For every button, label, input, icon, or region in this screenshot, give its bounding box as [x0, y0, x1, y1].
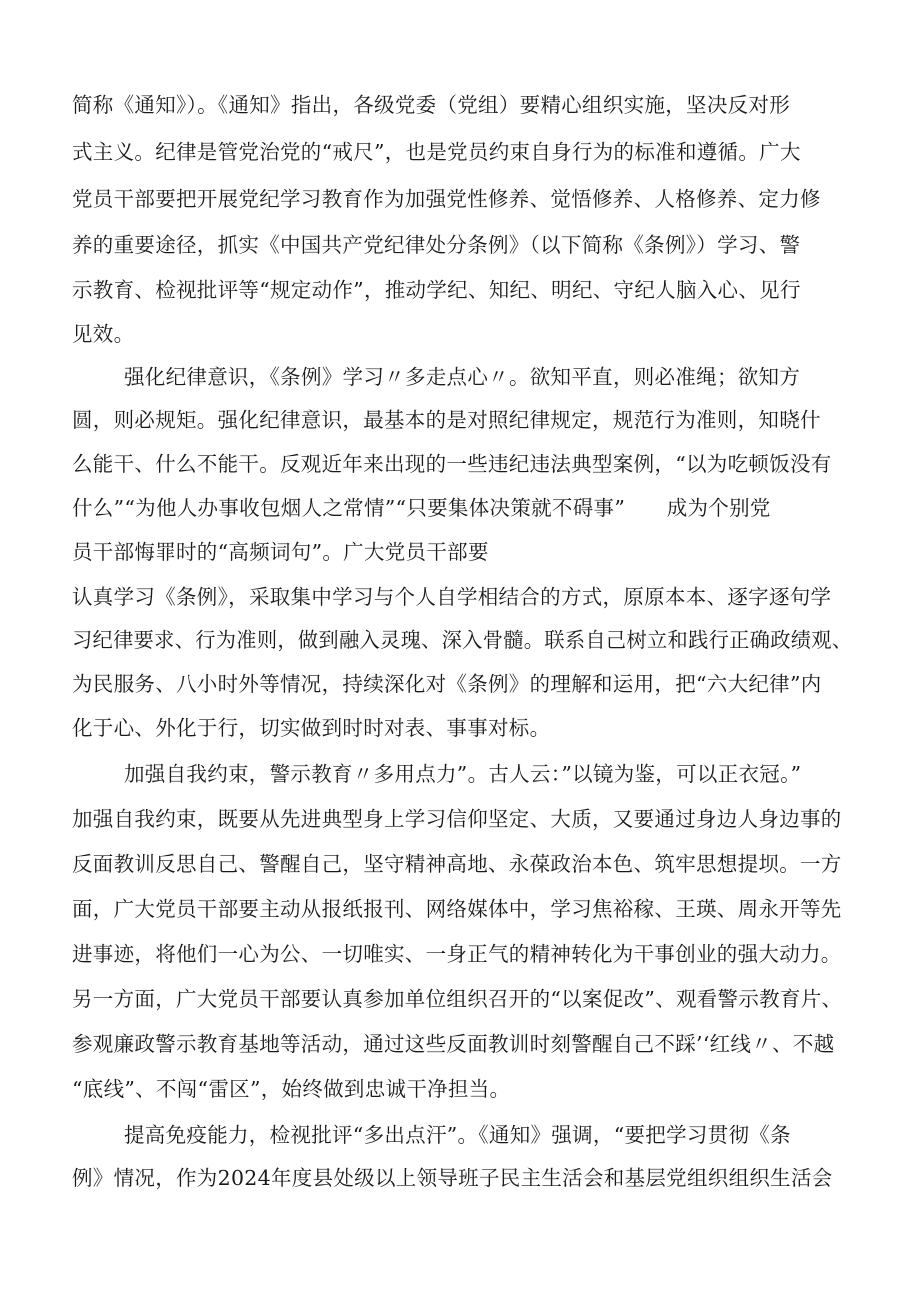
text-line: 什么”“为他人办事收包烟人之常情”“只要集体决策就不碍事” 成为个别党 [72, 496, 771, 520]
text-line: 进事迹，将他们一心为公、一切唯实、一身正气的精神转化为干事创业的强大动力。 [72, 942, 842, 966]
paragraph-start-line: 强化纪律意识，《条例》学习〃多走点心〃。欲知平直，则必准绳；欲知方 [124, 365, 801, 389]
text-line: 示教育、检视批评等“规定动作”，推动学纪、知纪、明纪、守纪人脑入心、见行 [72, 278, 801, 302]
text-line: 认真学习《条例》，采取集中学习与个人自学相结合的方式，原原本本、逐字逐句学 [72, 585, 832, 609]
text-line: 式主义。纪律是管党治党的“戒尺”，也是党员约束自身行为的标准和遵循。广大 [72, 140, 801, 164]
text-line: 例》情况，作为2024年度县处级以上领导班子民主生活会和基层党组织组织生活会 [72, 1166, 833, 1190]
text-line: 化于心、外化于行，切实做到时时对表、事事对标。 [72, 716, 551, 740]
paragraph-start-line: 加强自我约束，警示教育〃多用点力”。古人云：”以镜为鉴，可以正衣冠。” [124, 762, 802, 786]
text-line: 加强自我约束，既要从先进典型身上学习信仰坚定、大质，又要通过身边人身边事的 [72, 807, 842, 831]
text-line: 为民服务、八小时外等情况，持续深化对《条例》的理解和运用，把“六大纪律”内 [72, 672, 822, 696]
text-line: 反面教训反思自己、警醒自己，坚守精神高地、永葆政治本色、筑牢思想提坝。一方 [72, 852, 842, 876]
text-line: 员干部悔罪时的“高频词句”。广大党员干部要 [72, 540, 489, 564]
paragraph-start-line: 提高免疫能力，检视批评“多出点汗”。《通知》强调，“要把学习贯彻《条 [124, 1123, 791, 1147]
text-line: 另一方面，广大党员干部要认真参加单位组织召开的“以案促改”、观看警示教育片、 [72, 987, 843, 1011]
text-line: 见效。 [72, 322, 135, 346]
text-line: 么能干、什么不能干。反观近年来出现的一些违纪违法典型案例，“以为吃顿饭没有 [72, 452, 832, 476]
text-line: 养的重要途径，抓实《中国共产党纪律处分条例》（以下简称《条例》）学习、警 [72, 233, 801, 257]
text-line: 党员干部要把开展党纪学习教育作为加强党性修养、觉悟修养、人格修养、定力修 [72, 187, 821, 211]
text-line: 习纪律要求、行为准则，做到融入灵瑰、深入骨髓。联系自己树立和践行正确政绩观、 [72, 628, 853, 652]
text-line: 圆，则必规矩。强化纪律意识，最基本的是对照纪律规定，规范行为准则，知晓什 [72, 408, 821, 432]
text-line: 参观廉政警示教育基地等活动，通过这些反面教训时刻警醒自己不踩’‘红线〃、不越 [72, 1032, 835, 1056]
text-line: “底线”、不闯“雷区”，始终做到忠诚干净担当。 [72, 1077, 511, 1101]
text-line: 面，广大党员干部要主动从报纸报刊、网络媒体中，学习焦裕稼、王瑛、周永开等先 [72, 897, 842, 921]
text-line: 简称《通知》）。《通知》指出，各级党委（党组）要精心组织实施，坚决反对形 [72, 93, 791, 117]
